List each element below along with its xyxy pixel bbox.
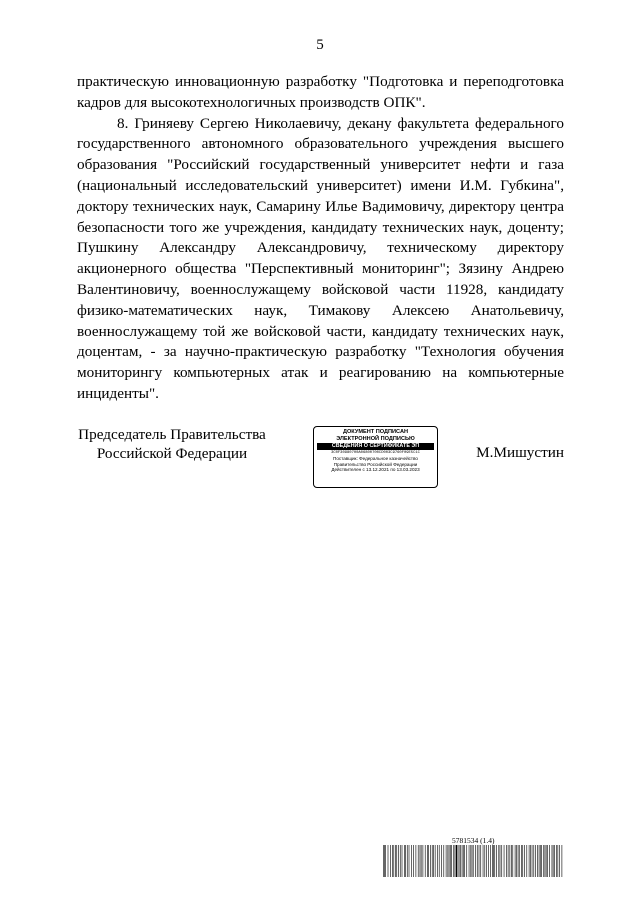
- document-body: [77, 72, 564, 405]
- stamp-serial: 3C0F30980700A06800700CD003C9760F09E5C1C: [331, 451, 420, 456]
- stamp-validity: Действителен с 13.12.2021 по 13.03.2023: [331, 467, 420, 473]
- stamp-line1: ДОКУМЕНТ ПОДПИСАН: [342, 429, 409, 435]
- signatory-name: М.Мишустин: [476, 444, 564, 461]
- stamp-supplier: Поставщик: Федеральное казначейство: [333, 456, 418, 462]
- signatory-title-line1: Председатель Правительства: [78, 426, 266, 443]
- stamp-header: СВЕДЕНИЯ О СЕРТИФИКАТЕ ЭП: [317, 443, 434, 450]
- electronic-signature-stamp: [313, 426, 438, 488]
- signatory-title: [77, 425, 267, 463]
- signatory-title-line2: Российской Федерации: [96, 445, 248, 462]
- barcode: [383, 845, 563, 877]
- document-code: 5781534 (1.4): [452, 836, 495, 845]
- stamp-line2: ЭЛЕКТРОННОЙ ПОДПИСЬЮ: [336, 435, 415, 442]
- stamp-owner: Правительство Российской Федерации: [333, 461, 418, 467]
- page-number: 5: [316, 37, 324, 53]
- paragraph-continuation: практическую инновационную разработку "Подготовка и переподготовка кадров для высокотехнологичных производств ОПК".: [77, 73, 564, 111]
- paragraph-item-8: 8. Гриняеву Сергею Николаевичу, декану факультета федерального государственного автономного образовательного учреждения высшего образования "Российский государственный университет нефти и газа (национальный исследовательский университет) имени И.М. Губкина", доктору технических наук, Самарину Илье Вадимовичу, директору центра безопасности того же учреждения, кандидату технических наук, доценту; Пушкину Александру Александровичу, техническому директору акционерного общества "Перспективный мониторинг"; Зязину Андрею Валентиновичу, военнослужащему войсковой части 11928, кандидату физико-математических наук, Тимакову Алексею Анатольевичу, военнослужащему той же войсковой части, кандидату технических наук, доцентам, - за научно-практическую разработку "Технология обучения мониторингу компьютерных атак и реагированию на компьютерные инциденты".: [77, 114, 564, 402]
